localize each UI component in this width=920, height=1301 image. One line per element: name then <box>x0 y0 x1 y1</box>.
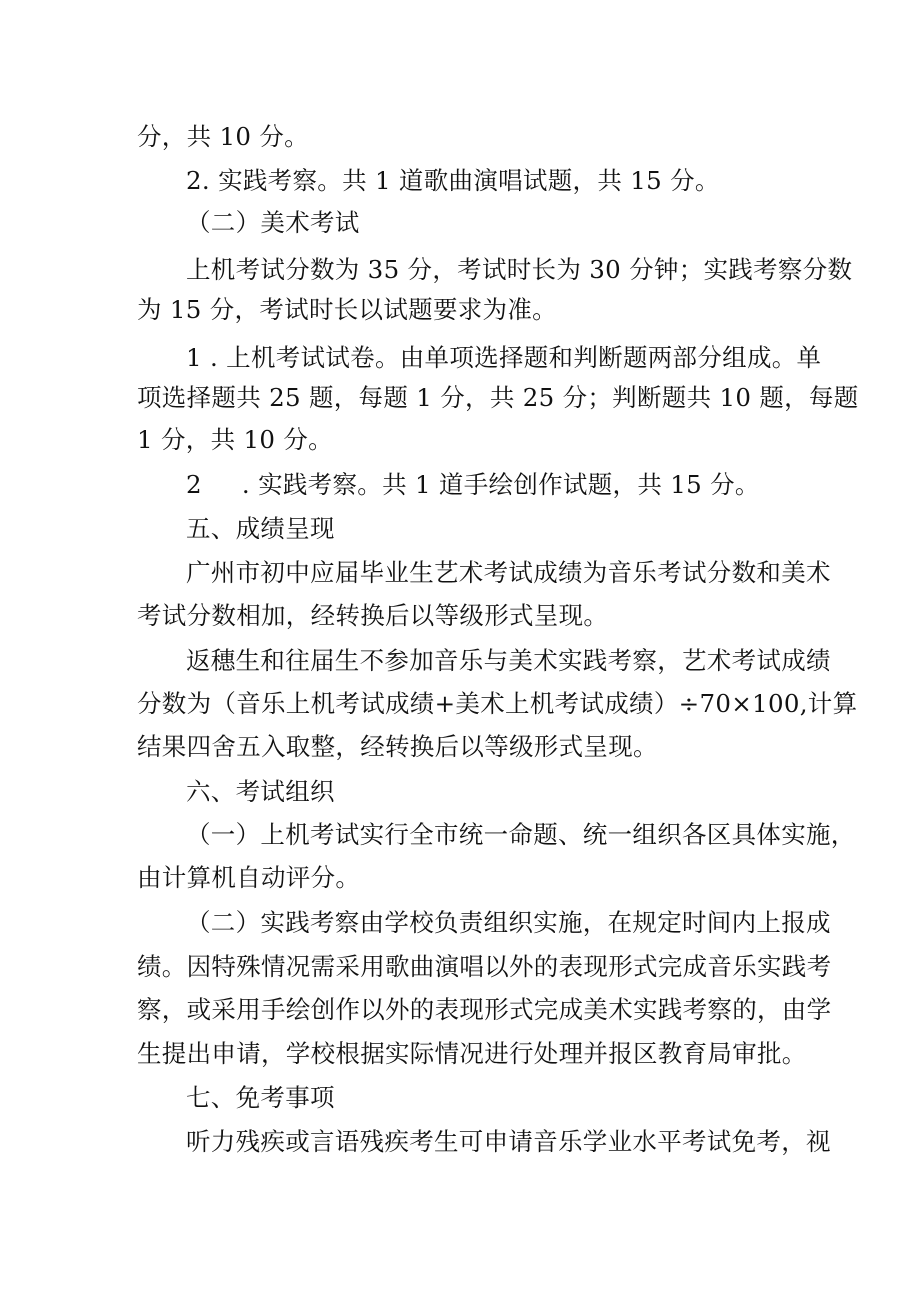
text-line-19: （二）实践考察由学校负责组织实施，在规定时间内上报成 <box>186 908 831 937</box>
text-line-22: 生提出申请，学校根据实际情况进行处理并报区教育局审批。 <box>137 1039 807 1068</box>
text-line-6: 1 . 上机考试试卷。由单项选择题和判断题两部分组成。单 <box>186 343 822 372</box>
text-line-17: （一）上机考试实行全市统一命题、统一组织各区具体实施， <box>186 820 856 849</box>
list-number: 2 <box>186 470 202 499</box>
text-line-24: 听力残疾或言语残疾考生可申请音乐学业水平考试免考，视 <box>186 1127 831 1156</box>
text-line-2: 2. 实践考察。共 1 道歌曲演唱试题，共 15 分。 <box>186 166 720 195</box>
text-line-15: 结果四舍五入取整，经转换后以等级形式呈现。 <box>137 732 658 761</box>
section-heading-exemption: 七、免考事项 <box>186 1083 335 1112</box>
text-line-5: 为 15 分，考试时长以试题要求为准。 <box>137 295 557 324</box>
text-line-11: 广州市初中应届毕业生艺术考试成绩为音乐考试分数和美术 <box>186 558 831 587</box>
text-line-9 <box>186 468 760 502</box>
text-line-8: 1 分，共 10 分。 <box>137 425 333 454</box>
section-heading-results: 五、成绩呈现 <box>186 514 335 543</box>
list-text: . 实践考察。共 1 道手绘创作试题，共 15 分。 <box>241 470 760 499</box>
text-line-4: 上机考试分数为 35 分，考试时长为 30 分钟；实践考察分数 <box>186 255 853 284</box>
text-line-21: 察，或采用手绘创作以外的表现形式完成美术实践考察的，由学 <box>137 995 832 1024</box>
text-line-20: 绩。因特殊情况需采用歌曲演唱以外的表现形式完成音乐实践考 <box>137 952 832 981</box>
section-heading-organization: 六、考试组织 <box>186 777 335 806</box>
section-heading-art-exam: （二）美术考试 <box>186 208 360 237</box>
text-line-12: 考试分数相加，经转换后以等级形式呈现。 <box>137 601 609 630</box>
text-line-1: 分，共 10 分。 <box>137 122 309 151</box>
text-line-18: 由计算机自动评分。 <box>137 863 361 892</box>
text-line-7: 项选择题共 25 题，每题 1 分，共 25 分；判断题共 10 题，每题 <box>137 383 859 412</box>
text-line-13: 返穗生和往届生不参加音乐与美术实践考察，艺术考试成绩 <box>186 646 831 675</box>
text-line-14: 分数为（音乐上机考试成绩+美术上机考试成绩）÷70×100,计算 <box>137 689 858 718</box>
